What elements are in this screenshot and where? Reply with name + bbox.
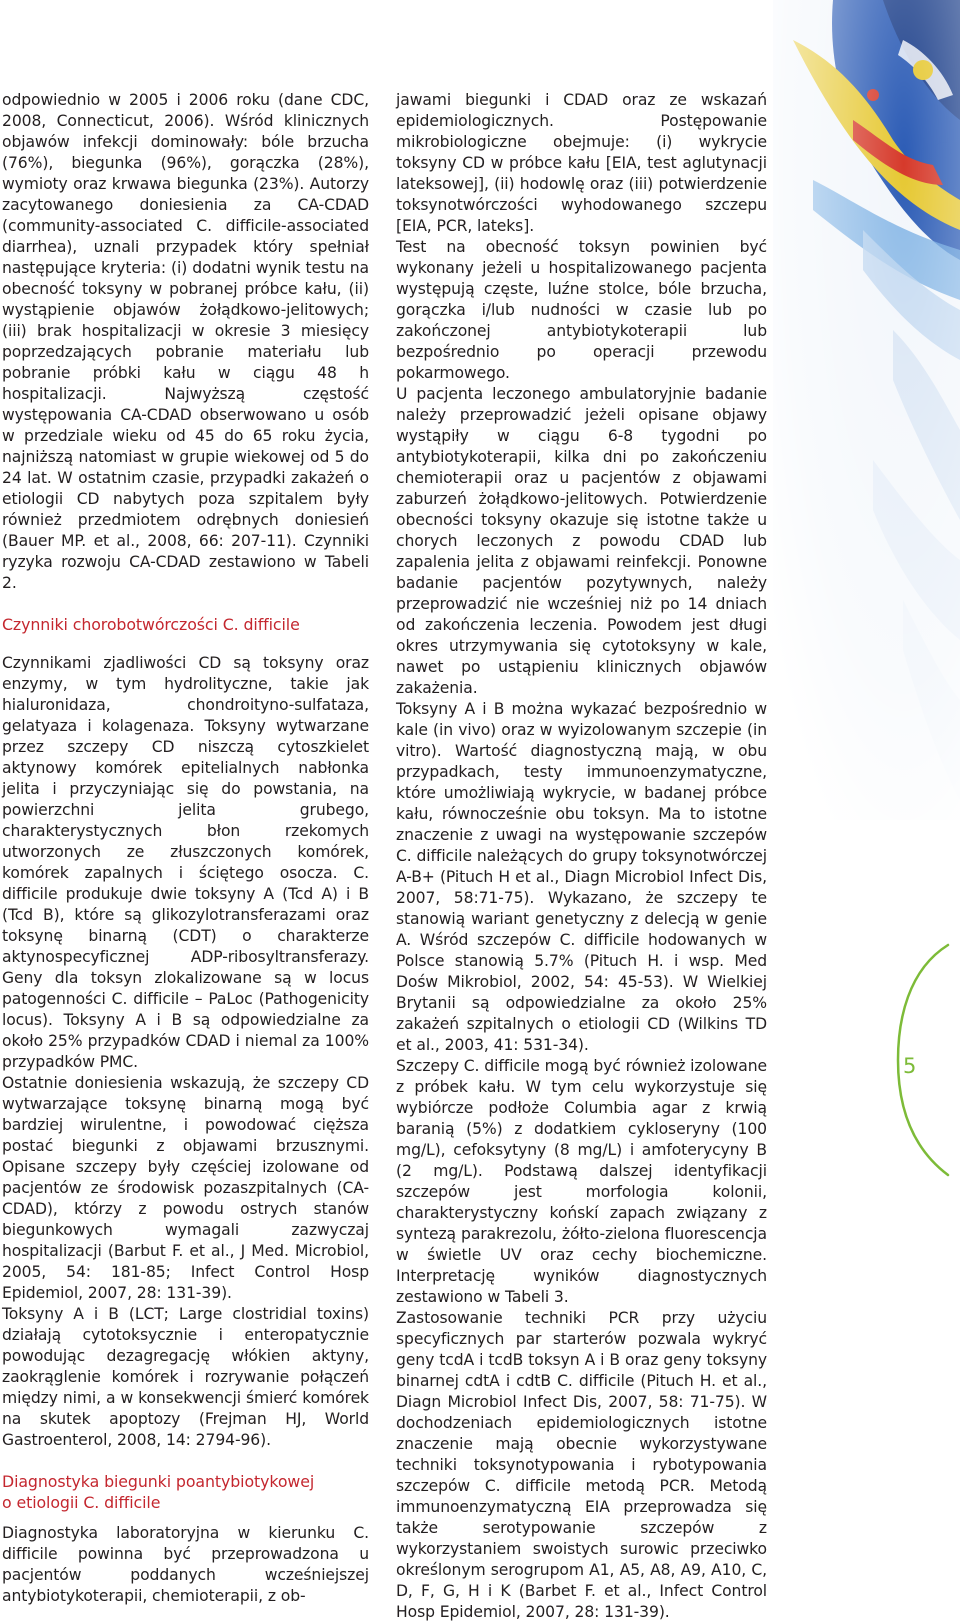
paragraph: Zastosowanie techniki PCR przy użyciu specyficznych par starterów pozwala wykryć geny tcdA i tcdB toksyn A i B oraz geny toksyny binarnej cdtA i cdtB C. difficile (Pituch H. et al., Diagn Microbiol Infect Dis, 2007, 58: 71-75). W dochodzeniach epidemiologicznych istotne znaczenie mają obecnie wykorzystywane techniki toksynotypowania i rybotypowania szczepów C. difficile metodą PCR. Metodą immunoenzymatyczną EIA przeprowadza się także serotypowanie szczepów z wykorzystaniem swoistych surowic przeciwko określonym serogrupom A1, A5, A8, A9, A10, C, D, F, G, H i K (Barbet F. et al., Infect Control Hosp Epidemiol, 2007, 28: 131-39).	[396, 1309, 767, 1621]
paragraph: Szczepy C. difficile mogą być również izolowane z próbek kału. W tym celu wykorzystuje się wybiórcze podłoże Columbia agar z krwią baranią (5%) z dodatkiem cykloseryny (100 mg/L), cefoksytyny (8 mg/L) i amfoterycyny B (2 mg/L). Podstawą dalszej identyfikacji szczepów jest morfologia kolonii, charakterystyczny końskí zapach związany z syntezą parakrezolu, żółto-zielona fluorescencja w świetle UV oraz cechy biochemiczne. Interpretację wyników diagnostycznych zestawiono w Tabeli 3.	[396, 1057, 767, 1306]
paragraph: Test na obecność toksyn powinien być wykonany jeżeli u hospitalizowanego pacjenta występują częste, luźne stolce, bóle brzucha, gorączka i/lub nudności w czasie lub po zakończonej antybiotykoterapii lub bezpośrednio po operacji przewodu pokarmowego.	[396, 238, 767, 382]
paragraph: Diagnostyka laboratoryjna w kierunku C. difficile powinna być przeprowadzona u pacjentów poddanych wcześniejszej antybiotykoterapii, chemioterapii, z ob-	[2, 1524, 369, 1605]
page-number: 5	[903, 1054, 917, 1078]
paragraph: Toksyny A i B można wykazać bezpośrednio w kale (in vivo) oraz w wyizolowanym szczepie (in vitro). Wartość diagnostyczną mają, w obu przypadkach, testy immunoenzymatyczne, które umożliwiają wykrycie, w badanej próbce kału, równocześnie obu toksyn. Ma to istotne znaczenie z uwagi na występowanie szczepów C. difficile należących do grupy toksynotwórczej A-B+ (Pituch H et al., Diagn Microbiol Infect Dis, 2007, 58:71-75). Wykazano, że szczepy te stanowią wariant genetyczny z delecją w genie A. Wśród szczepów C. difficile hodowanych w Polsce stanowią 5.7% (Pituch H. i wsp. Med Dośw Mikrobiol, 2002, 54: 45-53). W Wielkiej Brytanii są odpowiedzialne za około 25% zakażeń szpitalnych o etiologii CD (Wilkins TD et al., 2003, 41: 531-34).	[396, 700, 767, 1054]
paragraph: Czynnikami zjadliwości CD są toksyny oraz enzymy, w tym hydrolityczne, takie jak hialuronidaza, chondroityno-sulfataza, gelatyaza i kolagenaza. Toksyny wytwarzane przez szczepy CD niszczą cytoszkielet aktynowy komórek epitelialnych nabłonka jelita i przyczyniając się do powstania, na powierzchni jelita grubego, charakterystycznych błon rzekomych utworzonych ze złuszczonych komórek, komórek zapalnych i ściętego osocza. C. difficile produkuje dwie toksyny A (Tcd A) i B (Tcd B), które są glikozylotransferazami oraz toksynę binarną (CDT) o charakterze aktynospecyficznej ADP-ribosyltransferazy. Geny dla toksyn zlokalizowane są w locus patogenności C. difficile – PaLoc (Pathogenicity locus). Toksyny A i B są odpowiedzialne za około 25% przypadków CDAD i niemal za 100% przypadków PMC.	[2, 654, 369, 1071]
paragraph: U pacjenta leczonego ambulatoryjnie badanie należy przeprowadzić jeżeli opisane objawy wystąpiły w ciągu 6-8 tygodni po antybiotykoterapii, kilka dni po zakończeniu chemioterapii oraz u pacjentów z objawami zaburzeń żołądkowo-jelitowych. Potwierdzenie obecności toksyny okazuje się istotne także u chorych leczonych z powodu CDAD lub zapalenia jelita z objawami reinfekcji. Ponowne badanie pacjentów pozytywnych, należy przeprowadzić nie wcześniej niż po 14 dniach od zakończenia leczenia. Powodem jest długi okres utrzymywania się cytotoksyny w kale, nawet po ustąpieniu klinicznych objawów zakażenia.	[396, 385, 767, 697]
left-text-column	[2, 90, 369, 1607]
paragraph: Ostatnie doniesienia wskazują, że szczepy CD wytwarzające toksynę binarną mogą być bardziej wirulentne, i powodować cięższa postać biegunki z objawami brzusznymi. Opisane szczepy były częściej izolowane od pacjentów ze środowisk pozaszpitalnych (CA-CDAD), którzy z powodu ostrych stanów biegunkowych wymagali zazwyczaj hospitalizacji (Barbut F. et al., J Med. Microbiol, 2005, 54: 181-85; Infect Control Hosp Epidemiol, 2007, 28: 131-39).	[2, 1074, 369, 1302]
abstract-painting-image	[773, 0, 960, 820]
paragraph: jawami biegunki i CDAD oraz ze wskazań epidemiologicznych. Postępowanie mikrobiologiczne obejmuje: (i) wykrycie toksyny CD w próbce kału [EIA, test aglutynacji lateksowej], (ii) hodowlę oraz (iii) potwierdzenie toksynotwórczości wyhodowanego szczepu [EIA, PCR, lateks].	[396, 91, 767, 235]
heading-line: o etiologii C. difficile	[2, 1493, 161, 1512]
decorative-artwork	[773, 0, 960, 820]
paragraph: odpowiednio w 2005 i 2006 roku (dane CDC, 2008, Connecticut, 2006). Wśród klinicznych objawów infekcji dominowały: bóle brzucha (76%), biegunka (96%), gorączka (28%), wymioty oraz krwawa biegunka (23%). Autorzy zacytowanego doniesienia za CA-CDAD (community-associated C. difficile-associated diarrhea), uznali przypadek który spełniał następujące kryteria: (i) dodatni wynik testu na obecność toksyny w pobranej próbce kału, (ii) wystąpienie objawów żołądkowo-jelitowych; (iii) brak hospitalizacji w okresie 3 miesięcy poprzedzających pobranie materiału lub pobranie próbki kału w ciągu 48 h hospitalizacji. Najwyższą częstość występowania CA-CDAD obserwowano u osób w przedziale wieku od 45 do 65 roku życia, najniższą natomiast w grupie wiekowej od 5 do 24 lat. W ostatnim czasie, przypadki zakażeń o etiologii CD nabytych poza szpitalem były również przedmiotem odrębnych doniesień (Bauer MP. et al., 2008, 66: 207-11). Czynniki ryzyka rozwoju CA-CDAD zestawiono w Tabeli 2.	[2, 91, 369, 592]
section-heading-diagnostics	[2, 1471, 369, 1513]
right-text-column	[396, 90, 767, 1623]
paragraph: Toksyny A i B (LCT; Large clostridial toxins) działają cytotoksycznie i enteropatycznie powodując dezagregację włókien aktyny, zaokrąglenie komórek i rozrywanie połączeń między nimi, a w konsekwencji śmierć komórek na skutek apoptozy (Frejman HJ, World Gastroenterol, 2008, 14: 2794-96).	[2, 1305, 369, 1449]
section-heading-virulence: Czynniki chorobotwórczości C. difficile	[2, 615, 300, 634]
heading-line: Diagnostyka biegunki poantybiotykowej	[2, 1472, 315, 1491]
